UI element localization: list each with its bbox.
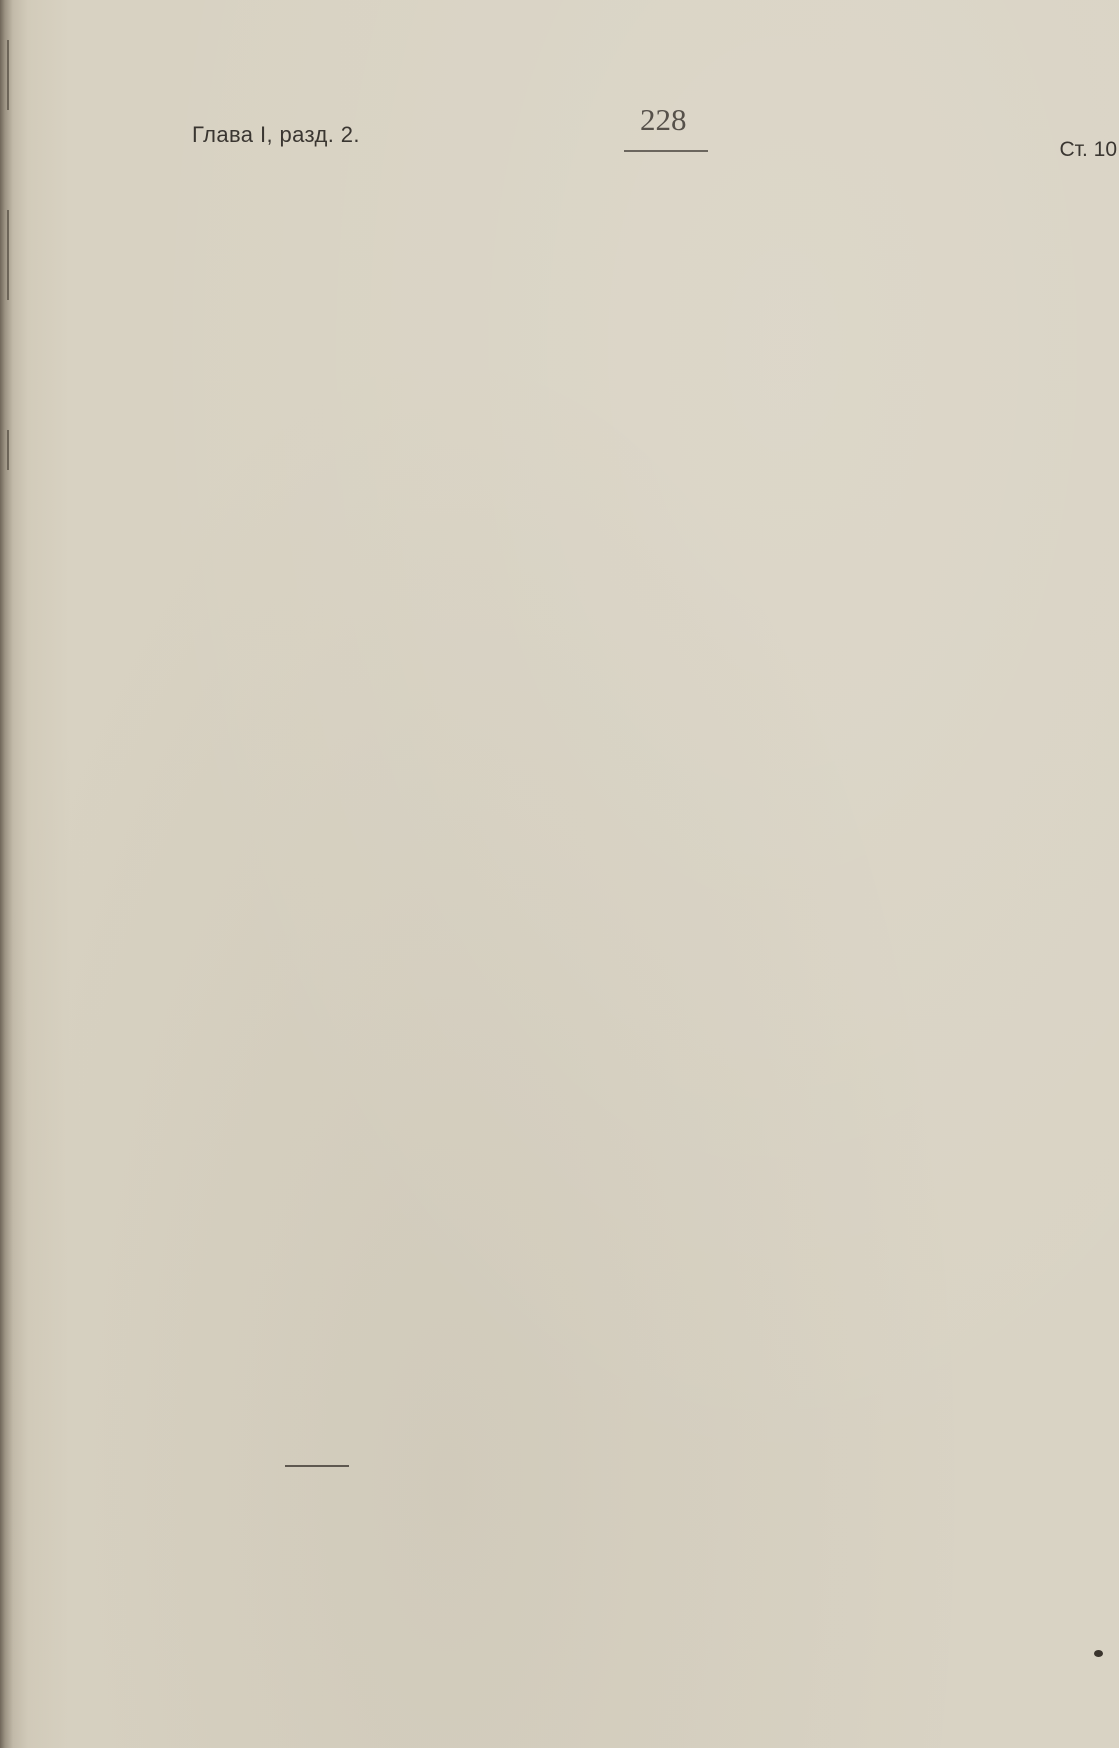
text-line <box>160 1376 1116 1414</box>
resolution-line <box>160 998 1116 1036</box>
text-line <box>160 1073 1116 1111</box>
text-line <box>160 1338 1116 1376</box>
text-line <box>160 431 1116 469</box>
text-line <box>160 468 1116 506</box>
text-line <box>160 355 1116 393</box>
ink-spot <box>1094 1650 1103 1657</box>
text-line <box>160 1187 1116 1225</box>
text-line <box>160 695 1116 733</box>
text-line <box>160 544 1116 582</box>
text-line <box>160 1300 1116 1338</box>
text-line <box>160 393 1116 431</box>
text-line <box>160 1224 1116 1262</box>
text-line <box>160 317 1116 355</box>
item-line <box>222 1262 1116 1300</box>
binding-mark <box>7 430 9 470</box>
footnote-line <box>219 1505 1116 1532</box>
text-line <box>160 809 1116 847</box>
text-line <box>160 620 1116 658</box>
footnote-rule <box>285 1465 349 1467</box>
body-text <box>160 166 1116 1451</box>
text-line <box>160 960 1116 998</box>
text-line <box>160 1035 1116 1073</box>
text-line <box>160 922 1116 960</box>
text-line <box>160 582 1116 620</box>
footnote-line <box>163 1532 1116 1559</box>
text-line <box>160 657 1116 695</box>
binding-mark <box>7 40 9 110</box>
text-line <box>160 771 1116 809</box>
binding-mark <box>7 210 9 300</box>
text-line <box>160 1149 1116 1187</box>
text-line <box>160 506 1116 544</box>
text-line <box>160 204 1116 242</box>
text-line <box>160 1111 1116 1149</box>
page-number-rule <box>624 150 708 152</box>
text-line <box>160 1413 1116 1451</box>
footnote <box>163 1474 1116 1559</box>
section-heading: Глава I, разд. 2. <box>192 122 360 147</box>
text-line <box>160 166 1116 204</box>
text-line <box>160 884 1116 922</box>
column-reference: Ст. 10 <box>1059 138 1117 161</box>
footnote-title <box>217 1474 1116 1505</box>
text-line <box>160 279 1116 317</box>
text-line <box>160 846 1116 884</box>
text-line <box>160 733 1116 771</box>
page-number: 228 <box>640 102 687 137</box>
text-line <box>160 242 1116 280</box>
